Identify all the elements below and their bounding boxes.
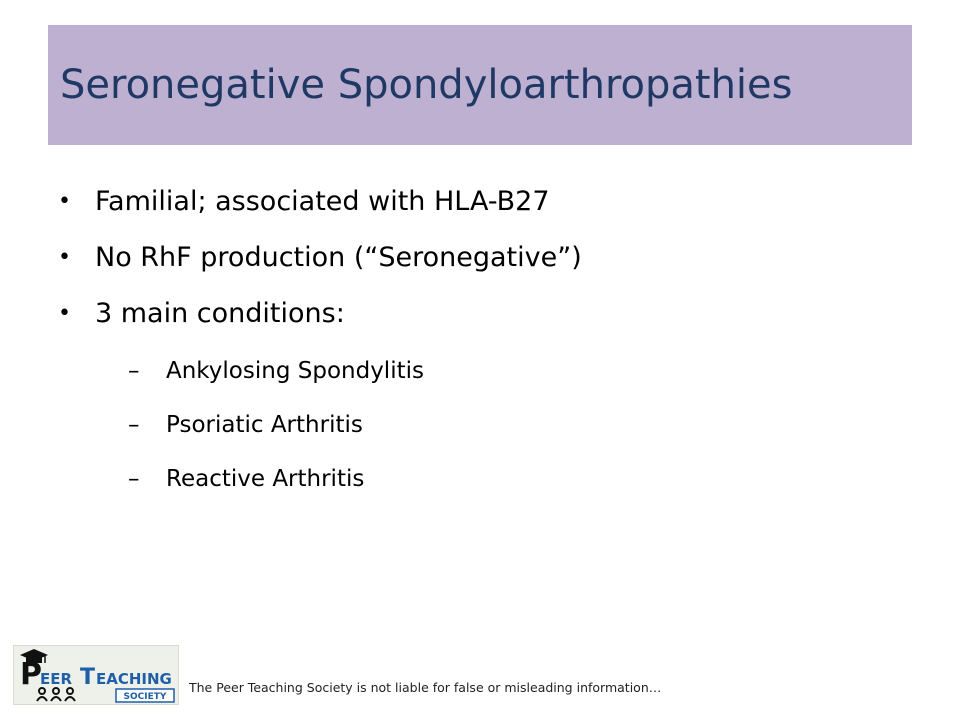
bullet-item (58, 178, 550, 226)
bullet-text: 3 main conditions: (95, 298, 345, 329)
bullet-item (58, 234, 582, 282)
sub-bullet-item (128, 350, 424, 392)
bullet-item (58, 290, 345, 338)
bullet-marker: • (58, 301, 71, 326)
title-banner (48, 25, 912, 145)
logo-t-letter: T (80, 665, 96, 690)
peer-teaching-society-logo (13, 645, 179, 705)
sub-bullet-marker: – (128, 412, 140, 438)
sub-bullet-item (128, 458, 364, 500)
bullet-text: No RhF production (“Seronegative”) (95, 242, 582, 273)
bullet-marker: • (58, 189, 71, 214)
logo-teaching-text: EACHING (96, 670, 172, 688)
sub-bullet-text: Ankylosing Spondylitis (166, 358, 424, 384)
sub-bullet-marker: – (128, 358, 140, 384)
sub-bullet-marker: – (128, 466, 140, 492)
logo-p-letter: P (20, 657, 42, 692)
sub-bullet-text: Psoriatic Arthritis (166, 412, 363, 438)
logo-peer-text: EER (40, 670, 73, 688)
logo-society-text: SOCIETY (123, 692, 167, 702)
footer-disclaimer: The Peer Teaching Society is not liable for false or misleading information… (189, 680, 662, 695)
sub-bullet-text: Reactive Arthritis (166, 466, 365, 492)
slide-title: Seronegative Spondyloarthropathies (60, 62, 793, 108)
logo-graphic (14, 646, 178, 704)
sub-bullet-item (128, 404, 363, 446)
bullet-marker: • (58, 245, 71, 270)
bullet-text: Familial; associated with HLA-B27 (95, 186, 550, 217)
